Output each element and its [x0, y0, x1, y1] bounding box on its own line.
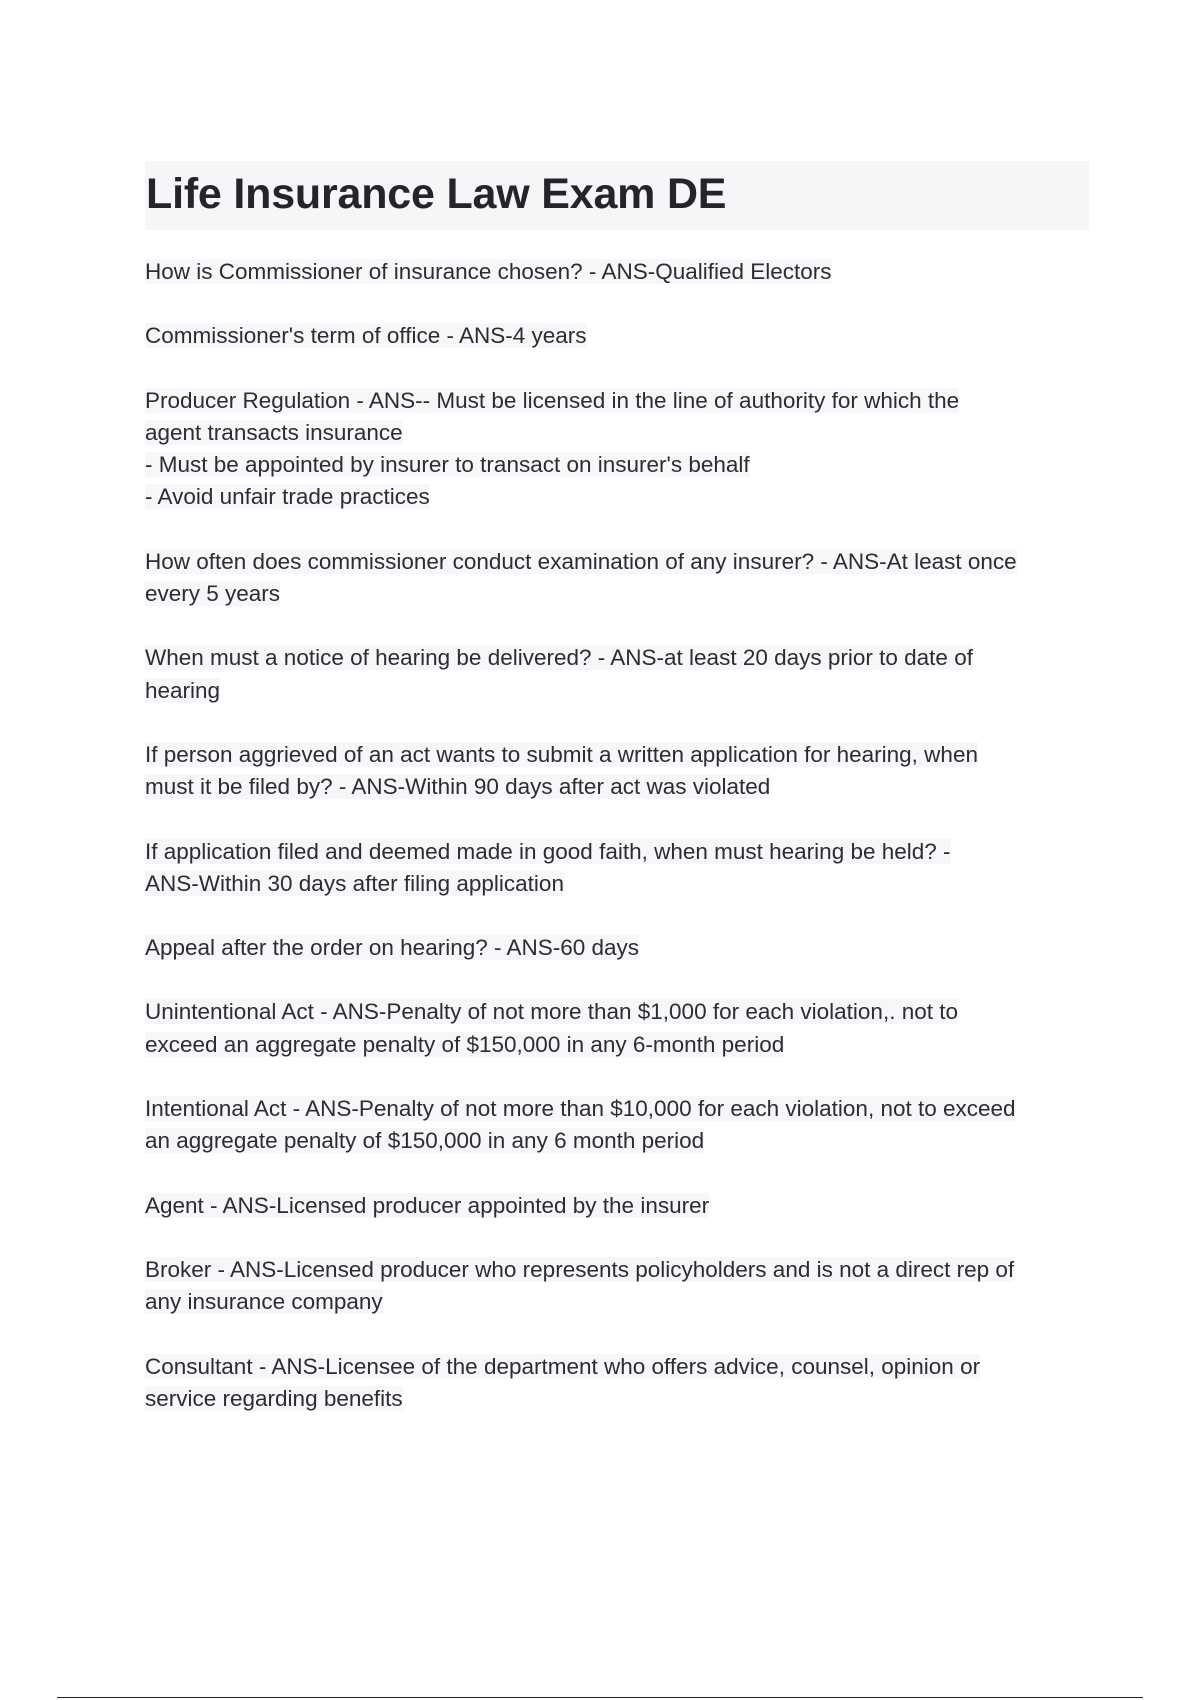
qa-text: Unintentional Act - ANS-Penalty of not more than $1,000 for each violation,. not to	[145, 999, 958, 1025]
qa-line	[145, 385, 1090, 417]
page-title: Life Insurance Law Exam DE	[146, 170, 727, 218]
qa-text: If person aggrieved of an act wants to submit a written application for hearing, when	[145, 741, 978, 767]
qa-line	[145, 449, 1090, 481]
qa-item	[145, 1093, 1090, 1158]
qa-line	[145, 1254, 1090, 1286]
qa-line	[145, 868, 1090, 900]
qa-text: exceed an aggregate penalty of $150,000 in any 6-month period	[145, 1031, 785, 1057]
qa-item	[145, 1190, 1090, 1222]
qa-line	[145, 771, 1090, 803]
qa-item	[145, 1254, 1090, 1319]
qa-text: Agent - ANS-Licensed producer appointed by the insurer	[145, 1192, 710, 1218]
qa-text: hearing	[145, 677, 221, 703]
qa-line	[145, 1029, 1090, 1061]
qa-line	[145, 642, 1090, 674]
qa-line	[145, 996, 1090, 1028]
qa-text: Intentional Act - ANS-Penalty of not more than $10,000 for each violation, not to exceed	[145, 1096, 1016, 1122]
qa-line	[145, 1125, 1090, 1157]
qa-line	[145, 1093, 1090, 1125]
qa-line	[145, 1286, 1090, 1318]
qa-item	[145, 739, 1090, 804]
qa-text: an aggregate penalty of $150,000 in any 6 month period	[145, 1128, 705, 1154]
qa-line	[145, 675, 1090, 707]
qa-text: How often does commissioner conduct examination of any insurer? - ANS-At least once	[145, 548, 1017, 574]
qa-line	[145, 836, 1090, 868]
qa-text: Broker - ANS-Licensed producer who represents policyholders and is not a direct rep of	[145, 1256, 1015, 1282]
qa-text: - Avoid unfair trade practices	[145, 484, 430, 510]
qa-text: Producer Regulation - ANS-- Must be licensed in the line of authority for which the	[145, 387, 960, 413]
qa-item	[145, 1351, 1090, 1416]
qa-line	[145, 1351, 1090, 1383]
qa-text: Appeal after the order on hearing? - ANS-60 days	[145, 935, 640, 961]
qa-text: every 5 years	[145, 581, 281, 607]
footer-divider	[57, 1697, 1143, 1698]
qa-line	[145, 481, 1090, 513]
qa-text: - Must be appointed by insurer to transact on insurer's behalf	[145, 452, 750, 478]
qa-line	[145, 1190, 1090, 1222]
qa-item	[145, 320, 1090, 352]
qa-text: How is Commissioner of insurance chosen? - ANS-Qualified Electors	[145, 259, 832, 284]
qa-line	[145, 546, 1090, 578]
qa-text: Consultant - ANS-Licensee of the department who offers advice, counsel, opinion or	[145, 1353, 981, 1379]
qa-line	[145, 417, 1090, 449]
qa-item	[145, 642, 1090, 707]
qa-text: When must a notice of hearing be delivered? - ANS-at least 20 days prior to date of	[145, 645, 973, 671]
title-block	[145, 161, 1089, 230]
qa-line	[145, 739, 1090, 771]
qa-line	[145, 320, 1090, 352]
qa-line	[145, 578, 1090, 610]
qa-line	[145, 932, 1090, 964]
qa-text: agent transacts insurance	[145, 419, 403, 445]
qa-line	[145, 1383, 1090, 1415]
qa-text: service regarding benefits	[145, 1385, 403, 1411]
qa-text: any insurance company	[145, 1289, 383, 1315]
qa-list	[145, 256, 1090, 1447]
qa-text: ANS-Within 30 days after filing application	[145, 870, 564, 896]
qa-item	[145, 385, 1090, 514]
qa-item	[145, 836, 1090, 901]
qa-item	[145, 546, 1090, 611]
qa-item	[145, 996, 1090, 1061]
qa-line	[145, 256, 1090, 288]
qa-text: must it be filed by? - ANS-Within 90 days after act was violated	[145, 774, 771, 800]
qa-item	[145, 932, 1090, 964]
qa-text: If application filed and deemed made in good faith, when must hearing be held? -	[145, 838, 951, 864]
qa-item	[145, 256, 1090, 288]
qa-text: Commissioner's term of office - ANS-4 years	[145, 323, 587, 349]
